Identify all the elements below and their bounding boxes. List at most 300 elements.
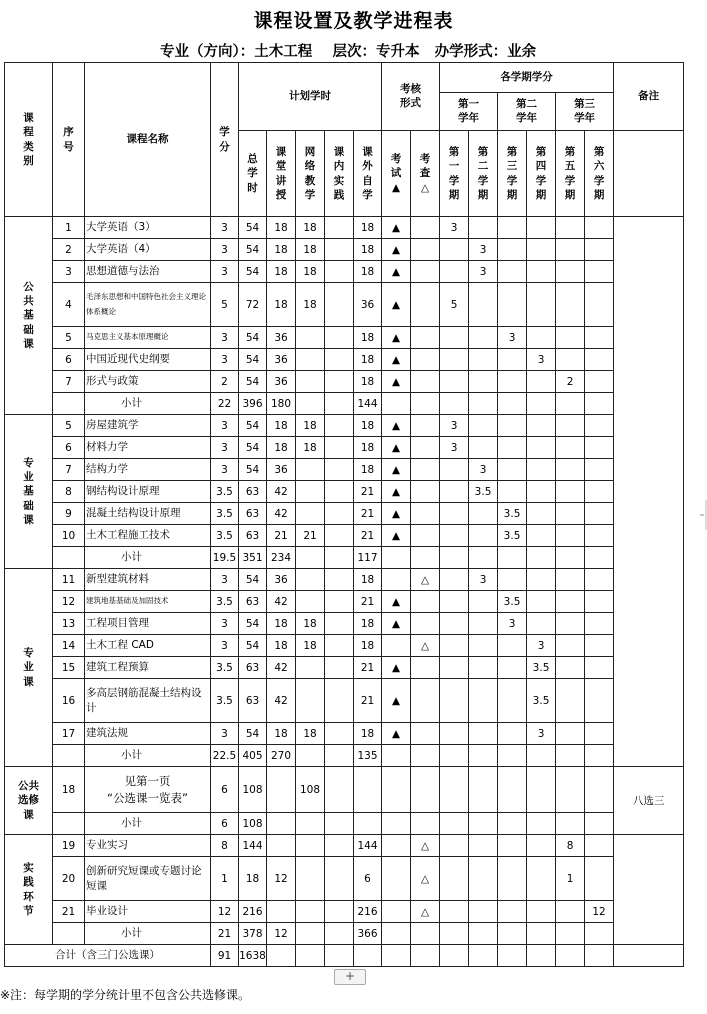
cell-check: △ (411, 901, 440, 923)
cell-s4 (527, 901, 556, 923)
cell-s5: 2 (556, 371, 585, 393)
cell-lecture (267, 901, 296, 923)
header-remark: 备注 (614, 63, 684, 131)
cell-s2 (469, 745, 498, 767)
cell-s2 (469, 613, 498, 635)
cell-credit: 21 (211, 923, 239, 945)
cell-s3 (498, 217, 527, 239)
cell-s1 (440, 657, 469, 679)
cell-total: 54 (239, 371, 267, 393)
cell-exam: ▲ (382, 371, 411, 393)
cell-total: 351 (239, 547, 267, 569)
cell-self: 117 (354, 547, 382, 569)
cell-lecture (267, 835, 296, 857)
cell-s5 (556, 569, 585, 591)
cell-lecture: 180 (267, 393, 296, 415)
total-empty-cell (354, 945, 382, 967)
cell-s4 (527, 547, 556, 569)
cell-credit: 3 (211, 723, 239, 745)
cell-s5 (556, 813, 585, 835)
cell-total: 396 (239, 393, 267, 415)
cell-online (296, 459, 325, 481)
add-row-button[interactable]: + (334, 969, 366, 985)
cell-seq: 7 (53, 459, 85, 481)
cell-check (411, 767, 440, 813)
total-empty-cell (585, 945, 614, 967)
cell-exam: ▲ (382, 723, 411, 745)
cell-s1 (440, 635, 469, 657)
cell-check: △ (411, 835, 440, 857)
scroll-marker-icon (698, 500, 707, 530)
cell-s1 (440, 547, 469, 569)
cell-s3 (498, 813, 527, 835)
cell-s3 (498, 635, 527, 657)
cell-s4 (527, 745, 556, 767)
cell-check (411, 261, 440, 283)
cell-online: 18 (296, 723, 325, 745)
total-label: 合计（含三门公选课） (5, 945, 211, 967)
cell-online (296, 591, 325, 613)
cell-course-name: 大学英语（4） (85, 239, 211, 261)
total-hours: 1638 (239, 945, 267, 967)
cell-online (296, 569, 325, 591)
cell-self: 216 (354, 901, 382, 923)
cell-course-name: 创新研究短课或专题讨论短课 (85, 857, 211, 901)
cell-self: 18 (354, 239, 382, 261)
cell-total: 378 (239, 923, 267, 945)
cell-credit: 6 (211, 767, 239, 813)
cell-s2 (469, 813, 498, 835)
header-sem6: 第 六 学 期 (585, 131, 614, 217)
header-seq: 序 号 (53, 63, 85, 217)
cell-lecture: 18 (267, 437, 296, 459)
cell-self: 18 (354, 723, 382, 745)
header-exam: 考 试 ▲ (382, 131, 411, 217)
category-major: 专 业 课 (5, 569, 53, 767)
header-lecture: 课 堂 讲 授 (267, 131, 296, 217)
cell-seq: 11 (53, 569, 85, 591)
cell-s3 (498, 767, 527, 813)
header-online: 网 络 教 学 (296, 131, 325, 217)
cell-s2 (469, 327, 498, 349)
cell-s1 (440, 481, 469, 503)
subtotal-row (5, 745, 684, 767)
cell-total: 54 (239, 635, 267, 657)
cell-check (411, 923, 440, 945)
cell-s1 (440, 503, 469, 525)
cell-course-name: 新型建筑材料 (85, 569, 211, 591)
cell-check (411, 481, 440, 503)
cell-s4 (527, 459, 556, 481)
cell-credit: 12 (211, 901, 239, 923)
cell-practice (325, 723, 354, 745)
cell-s1 (440, 525, 469, 547)
cell-s3 (498, 857, 527, 901)
cell-s6 (585, 679, 614, 723)
total-empty-cell (556, 945, 585, 967)
remark-empty (614, 835, 684, 945)
cell-online (296, 657, 325, 679)
cell-s5 (556, 923, 585, 945)
header-year3: 第三 学年 (556, 93, 614, 131)
cell-self: 18 (354, 635, 382, 657)
cell-exam: ▲ (382, 503, 411, 525)
cell-practice (325, 901, 354, 923)
cell-s2 (469, 415, 498, 437)
cell-self: 144 (354, 393, 382, 415)
cell-s6 (585, 923, 614, 945)
cell-total: 54 (239, 261, 267, 283)
cell-s5 (556, 415, 585, 437)
cell-credit: 22.5 (211, 745, 239, 767)
cell-course-name: 多高层钢筋混凝土结构设计 (85, 679, 211, 723)
cell-s6 (585, 635, 614, 657)
cell-course-name: 房屋建筑学 (85, 415, 211, 437)
cell-s3 (498, 547, 527, 569)
page-subtitle: 专业（方向）：土木工程 层次：专升本 办学形式：业余 (160, 44, 537, 60)
cell-self: 21 (354, 657, 382, 679)
cell-check (411, 239, 440, 261)
cell-s6 (585, 657, 614, 679)
cell-lecture: 42 (267, 679, 296, 723)
cell-s3 (498, 459, 527, 481)
cell-lecture: 18 (267, 635, 296, 657)
cell-s2: 3.5 (469, 481, 498, 503)
cell-practice (325, 767, 354, 813)
table-row (5, 415, 684, 437)
cell-s4 (527, 923, 556, 945)
cell-credit: 3 (211, 613, 239, 635)
cell-s5 (556, 459, 585, 481)
cell-s2 (469, 547, 498, 569)
table-row (5, 525, 684, 547)
cell-s5 (556, 217, 585, 239)
cell-self (354, 813, 382, 835)
cell-seq (53, 547, 85, 569)
cell-s1 (440, 613, 469, 635)
cell-s5 (556, 437, 585, 459)
cell-online: 18 (296, 415, 325, 437)
cell-check (411, 745, 440, 767)
cell-s5: 8 (556, 835, 585, 857)
total-empty-cell (498, 945, 527, 967)
cell-total: 54 (239, 459, 267, 481)
cell-s2 (469, 723, 498, 745)
cell-lecture: 36 (267, 371, 296, 393)
cell-online: 18 (296, 613, 325, 635)
cell-s2: 3 (469, 239, 498, 261)
cell-lecture: 42 (267, 503, 296, 525)
remark-empty (614, 217, 684, 767)
cell-s6 (585, 767, 614, 813)
cell-check: △ (411, 569, 440, 591)
cell-online: 108 (296, 767, 325, 813)
cell-check: △ (411, 635, 440, 657)
cell-s6 (585, 327, 614, 349)
cell-s1 (440, 813, 469, 835)
cell-s3: 3 (498, 613, 527, 635)
cell-practice (325, 745, 354, 767)
cell-lecture: 36 (267, 349, 296, 371)
cell-s4 (527, 283, 556, 327)
table-row (5, 591, 684, 613)
header-year2: 第二 学年 (498, 93, 556, 131)
cell-s5 (556, 239, 585, 261)
cell-credit: 3 (211, 459, 239, 481)
cell-s6 (585, 613, 614, 635)
table-row (5, 835, 684, 857)
cell-seq: 2 (53, 239, 85, 261)
cell-lecture: 18 (267, 415, 296, 437)
cell-check (411, 503, 440, 525)
subtotal-row (5, 547, 684, 569)
cell-s3 (498, 371, 527, 393)
cell-self: 18 (354, 437, 382, 459)
cell-course-name: 形式与政策 (85, 371, 211, 393)
cell-s3 (498, 657, 527, 679)
cell-s2 (469, 591, 498, 613)
header-assessment: 考核 形式 (382, 63, 440, 131)
cell-s5 (556, 679, 585, 723)
cell-total: 108 (239, 767, 267, 813)
cell-s2 (469, 857, 498, 901)
total-empty-cell (267, 945, 296, 967)
cell-seq: 5 (53, 327, 85, 349)
cell-seq: 19 (53, 835, 85, 857)
cell-credit: 22 (211, 393, 239, 415)
cell-s5 (556, 503, 585, 525)
cell-s2 (469, 437, 498, 459)
table-row (5, 481, 684, 503)
cell-seq: 3 (53, 261, 85, 283)
cell-total: 63 (239, 657, 267, 679)
cell-s1: 3 (440, 217, 469, 239)
cell-practice (325, 635, 354, 657)
cell-self: 18 (354, 261, 382, 283)
cell-s5 (556, 657, 585, 679)
cell-credit: 1 (211, 857, 239, 901)
cell-s2: 3 (469, 261, 498, 283)
cell-exam (382, 813, 411, 835)
cell-exam: ▲ (382, 613, 411, 635)
cell-total: 54 (239, 569, 267, 591)
cell-practice (325, 437, 354, 459)
cell-credit: 3 (211, 569, 239, 591)
cell-s6 (585, 283, 614, 327)
cell-total: 216 (239, 901, 267, 923)
cell-practice (325, 459, 354, 481)
cell-total: 18 (239, 857, 267, 901)
cell-exam (382, 635, 411, 657)
cell-s4 (527, 437, 556, 459)
cell-online: 18 (296, 217, 325, 239)
cell-s3 (498, 481, 527, 503)
cell-self: 21 (354, 525, 382, 547)
cell-s4: 3.5 (527, 657, 556, 679)
header-year1: 第一 学年 (440, 93, 498, 131)
cell-s2 (469, 657, 498, 679)
table-row (5, 679, 684, 723)
table-row (5, 767, 684, 813)
cell-practice (325, 349, 354, 371)
total-empty-cell (527, 945, 556, 967)
cell-exam: ▲ (382, 525, 411, 547)
cell-practice (325, 923, 354, 945)
cell-s1 (440, 835, 469, 857)
header-course-name: 课程名称 (85, 63, 211, 217)
total-empty-cell (411, 945, 440, 967)
cell-total: 54 (239, 613, 267, 635)
cell-self (354, 767, 382, 813)
cell-exam: ▲ (382, 327, 411, 349)
cell-s6 (585, 349, 614, 371)
cell-seq: 6 (53, 349, 85, 371)
cell-s4: 3 (527, 723, 556, 745)
page-title: 课程设置及教学进程表 (253, 10, 454, 32)
cell-lecture: 42 (267, 657, 296, 679)
cell-seq: 16 (53, 679, 85, 723)
cell-s6 (585, 415, 614, 437)
cell-seq: 13 (53, 613, 85, 635)
cell-online (296, 349, 325, 371)
cell-check (411, 723, 440, 745)
cell-online (296, 835, 325, 857)
table-row (5, 327, 684, 349)
cell-s6 (585, 261, 614, 283)
cell-s1: 3 (440, 415, 469, 437)
cell-s2 (469, 283, 498, 327)
cell-lecture: 21 (267, 525, 296, 547)
cell-course-name: 建筑地基基础及加固技术 (85, 591, 211, 613)
table-row (5, 217, 684, 239)
header-sem3: 第 三 学 期 (498, 131, 527, 217)
category-public-elective: 公共 选修 课 (5, 767, 53, 835)
cell-s6 (585, 591, 614, 613)
cell-s2: 3 (469, 569, 498, 591)
cell-seq: 18 (53, 767, 85, 813)
cell-s6 (585, 813, 614, 835)
cell-self: 18 (354, 327, 382, 349)
cell-course-name: 土木工程施工技术 (85, 525, 211, 547)
cell-self: 18 (354, 371, 382, 393)
cell-s1 (440, 767, 469, 813)
cell-total: 54 (239, 217, 267, 239)
cell-credit: 3 (211, 437, 239, 459)
cell-s1 (440, 349, 469, 371)
cell-self: 144 (354, 835, 382, 857)
cell-self: 21 (354, 591, 382, 613)
cell-total: 54 (239, 239, 267, 261)
table-row (5, 239, 684, 261)
cell-s3: 3.5 (498, 525, 527, 547)
cell-s1: 3 (440, 437, 469, 459)
cell-lecture: 18 (267, 723, 296, 745)
cell-s4 (527, 835, 556, 857)
cell-s4 (527, 415, 556, 437)
cell-exam (382, 547, 411, 569)
cell-s4 (527, 261, 556, 283)
cell-practice (325, 679, 354, 723)
cell-s3: 3.5 (498, 503, 527, 525)
cell-lecture: 12 (267, 923, 296, 945)
cell-practice (325, 503, 354, 525)
cell-credit: 3.5 (211, 591, 239, 613)
header-category: 课 程 类 别 (5, 63, 53, 217)
cell-s1 (440, 901, 469, 923)
cell-exam: ▲ (382, 437, 411, 459)
cell-s5 (556, 283, 585, 327)
cell-seq: 20 (53, 857, 85, 901)
cell-practice (325, 591, 354, 613)
header-total-hours: 总 学 时 (239, 131, 267, 217)
cell-seq: 14 (53, 635, 85, 657)
cell-course-name: 中国近现代史纲要 (85, 349, 211, 371)
header-planned-hours: 计划学时 (239, 63, 382, 131)
cell-online (296, 923, 325, 945)
table-row (5, 371, 684, 393)
cell-total: 108 (239, 813, 267, 835)
cell-s3 (498, 745, 527, 767)
cell-practice (325, 415, 354, 437)
cell-exam: ▲ (382, 239, 411, 261)
cell-self: 21 (354, 481, 382, 503)
cell-seq: 12 (53, 591, 85, 613)
cell-s1 (440, 239, 469, 261)
cell-credit: 3.5 (211, 679, 239, 723)
cell-check (411, 371, 440, 393)
table-row (5, 857, 684, 901)
cell-s4 (527, 239, 556, 261)
cell-s2 (469, 371, 498, 393)
cell-practice (325, 261, 354, 283)
cell-s6 (585, 857, 614, 901)
cell-credit: 2 (211, 371, 239, 393)
cell-s4 (527, 569, 556, 591)
cell-credit: 5 (211, 283, 239, 327)
cell-course-name: 材料力学 (85, 437, 211, 459)
table-row (5, 635, 684, 657)
cell-course-name: 毕业设计 (85, 901, 211, 923)
cell-seq: 4 (53, 283, 85, 327)
cell-lecture (267, 767, 296, 813)
cell-s3 (498, 437, 527, 459)
table-row (5, 437, 684, 459)
cell-online: 18 (296, 635, 325, 657)
cell-s6 (585, 745, 614, 767)
cell-course-name: 思想道德与法治 (85, 261, 211, 283)
total-row (5, 945, 684, 967)
cell-s2 (469, 393, 498, 415)
cell-s3 (498, 415, 527, 437)
cell-credit: 19.5 (211, 547, 239, 569)
cell-s5 (556, 327, 585, 349)
subtotal-row (5, 393, 684, 415)
cell-total: 72 (239, 283, 267, 327)
cell-s1 (440, 679, 469, 723)
cell-s6 (585, 525, 614, 547)
cell-s5 (556, 393, 585, 415)
cell-exam: ▲ (382, 283, 411, 327)
cell-seq: 8 (53, 481, 85, 503)
cell-lecture: 18 (267, 283, 296, 327)
cell-s1 (440, 393, 469, 415)
cell-s6: 12 (585, 901, 614, 923)
cell-seq: 6 (53, 437, 85, 459)
cell-course-name: 专业实习 (85, 835, 211, 857)
cell-course-name: 混凝土结构设计原理 (85, 503, 211, 525)
cell-check (411, 437, 440, 459)
cell-s5 (556, 613, 585, 635)
